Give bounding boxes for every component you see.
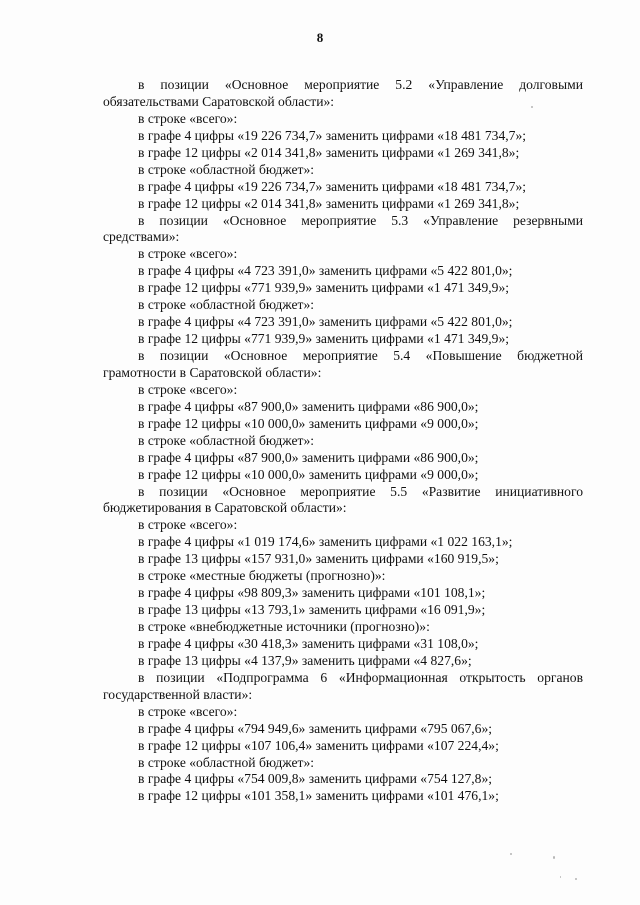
scan-speck — [531, 106, 533, 108]
document-line: в графе 4 цифры «754 009,8» заменить цифрами «754 127,8»; — [138, 771, 493, 787]
document-line: в строке «областной бюджет»: — [138, 297, 315, 313]
scan-speck — [575, 878, 577, 880]
document-line: в строке «всего»: — [138, 703, 238, 719]
document-line: обязательствами Саратовской области»: — [103, 93, 335, 109]
scan-speck — [560, 876, 561, 878]
document-line: в позиции «Основное мероприятие 5.4 «Повышение бюджетной — [138, 348, 583, 363]
document-line: в строке «областной бюджет»: — [138, 161, 315, 177]
document-line: бюджетирования в Саратовской области»: — [103, 500, 347, 516]
document-line: в графе 4 цифры «87 900,0» заменить цифрами «86 900,0»; — [138, 449, 479, 465]
document-line: средствами»: — [103, 229, 180, 245]
document-line: в строке «всего»: — [138, 246, 238, 262]
document-body — [103, 77, 583, 805]
document-line: в позиции «Основное мероприятие 5.2 «Управление долговыми — [138, 77, 583, 92]
document-line: в позиции «Подпрограмма 6 «Информационная открытость органов — [138, 669, 583, 685]
document-line: в графе 12 цифры «771 939,9» заменить цифрами «1 471 349,9»; — [138, 280, 510, 296]
document-line: в строке «всего»: — [138, 110, 238, 126]
document-line: в графе 12 цифры «2 014 341,8» заменить цифрами «1 269 341,8»; — [138, 144, 520, 160]
document-line: в графе 4 цифры «87 900,0» заменить цифрами «86 900,0»; — [138, 398, 479, 414]
document-line: в графе 4 цифры «19 226 734,7» заменить цифрами «18 481 734,7»; — [138, 127, 527, 143]
page-number: 8 — [316, 30, 324, 45]
document-line: в строке «областной бюджет»: — [138, 432, 315, 448]
document-line: в строке «внебюджетные источники (прогнозно)»: — [138, 619, 430, 634]
document-line: в графе 4 цифры «4 723 391,0» заменить цифрами «5 422 801,0»; — [138, 314, 513, 330]
document-line: в графе 12 цифры «10 000,0» заменить цифрами «9 000,0»; — [138, 415, 479, 431]
document-line: государственной власти»: — [103, 686, 253, 702]
document-line: в графе 13 цифры «4 137,9» заменить цифрами «4 827,6»; — [138, 652, 472, 668]
document-line: в графе 12 цифры «771 939,9» заменить цифрами «1 471 349,9»; — [138, 331, 510, 347]
document-line: в строке «всего»: — [138, 517, 238, 533]
document-line: в графе 12 цифры «107 106,4» заменить цифрами «107 224,4»; — [138, 737, 499, 753]
document-line: в графе 4 цифры «98 809,3» заменить цифрами «101 108,1»; — [138, 585, 486, 601]
document-line: в строке «всего»: — [138, 381, 238, 397]
document-line: в графе 13 цифры «157 931,0» заменить цифрами «160 919,5»; — [138, 551, 499, 567]
document-line: в графе 4 цифры «794 949,6» заменить цифрами «795 067,6»; — [138, 720, 493, 736]
document-line: в графе 4 цифры «30 418,3» заменить цифрами «31 108,0»; — [138, 635, 479, 651]
document-line: в графе 4 цифры «19 226 734,7» заменить цифрами «18 481 734,7»; — [138, 178, 527, 194]
document-line: в строке «областной бюджет»: — [138, 754, 315, 770]
document-line: в позиции «Основное мероприятие 5.5 «Развитие инициативного — [138, 483, 583, 499]
document-line: в графе 12 цифры «101 358,1» заменить цифрами «101 476,1»; — [138, 788, 499, 804]
document-line: в графе 4 цифры «4 723 391,0» заменить цифрами «5 422 801,0»; — [138, 263, 513, 279]
document-line: в позиции «Основное мероприятие 5.3 «Управление резервными — [138, 212, 583, 228]
scan-speck — [510, 853, 512, 855]
document-line: в графе 12 цифры «2 014 341,8» заменить цифрами «1 269 341,8»; — [138, 195, 520, 211]
scan-speck — [553, 856, 555, 859]
document-line: в графе 13 цифры «13 793,1» заменить цифрами «16 091,9»; — [138, 602, 486, 618]
document-line: в графе 12 цифры «10 000,0» заменить цифрами «9 000,0»; — [138, 466, 479, 482]
document-line: грамотности в Саратовской области»: — [103, 364, 322, 380]
document-line: в графе 4 цифры «1 019 174,6» заменить цифрами «1 022 163,1»; — [138, 534, 513, 550]
document-line: в строке «местные бюджеты (прогнозно)»: — [138, 568, 386, 584]
